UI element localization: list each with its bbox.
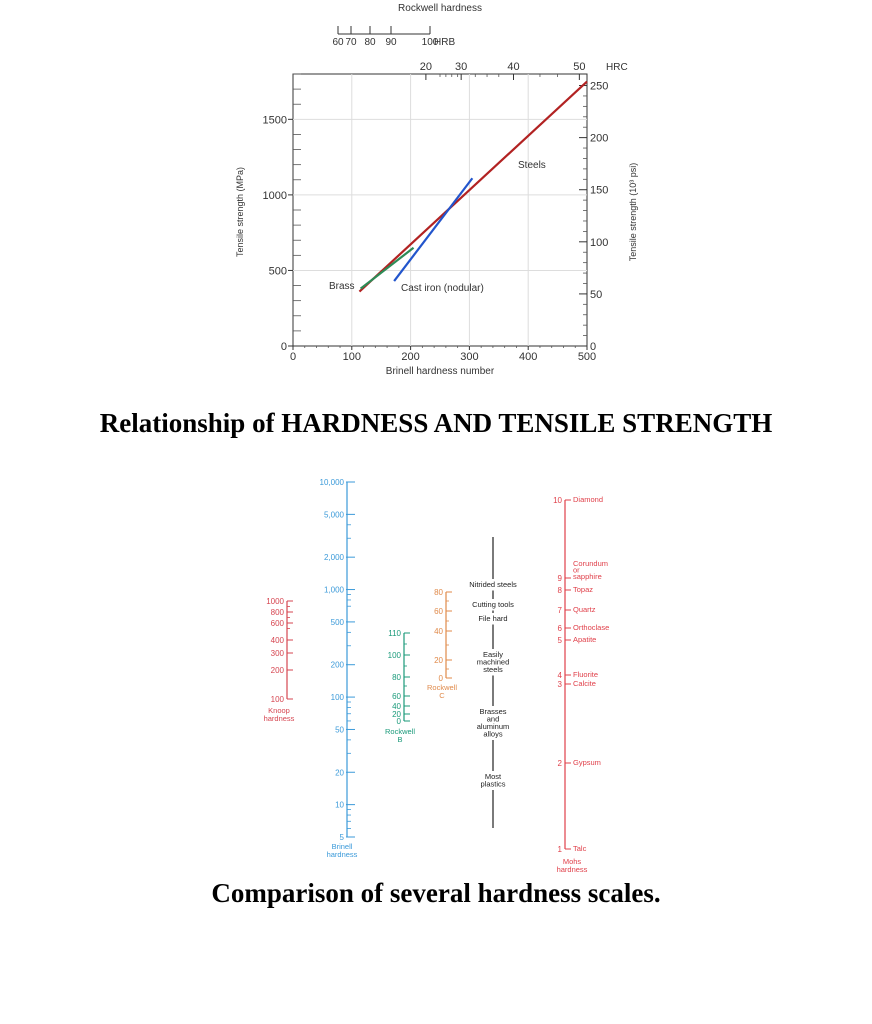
- rockwell-c-tick-label: 60: [434, 607, 443, 616]
- rockwell-b-tick-label: 40: [392, 702, 401, 711]
- knoop-scale-title: Knoop hardness: [263, 706, 295, 723]
- material-label: Cutting tools: [472, 600, 514, 609]
- mohs-tick-label: 4: [557, 671, 562, 680]
- knoop-tick-label: 200: [270, 666, 284, 675]
- right-tick-label: 250: [590, 80, 609, 93]
- material-label: Brasses and aluminum alloys: [476, 707, 510, 739]
- right-tick-label: 200: [590, 132, 609, 145]
- y-axis-title: Tensile strength (MPa): [235, 166, 245, 258]
- brinell-scale-title: Brinell hardness: [326, 842, 358, 859]
- mineral-label: Apatite: [573, 635, 597, 644]
- brinell-tick-label: 2,000: [323, 553, 344, 563]
- brinell-tick-label: 200: [330, 660, 344, 670]
- knoop-tick-label: 600: [270, 619, 284, 628]
- hrc-tick-label: 30: [455, 61, 468, 73]
- mineral-label: Corundum or sapphire: [573, 559, 609, 581]
- label-cast-iron: Cast iron (nodular): [401, 283, 484, 294]
- series-steels-line: [359, 82, 587, 292]
- hrc-tick-label: 20: [419, 61, 433, 73]
- rockwell-b-tick-label: 110: [388, 629, 401, 638]
- y-tick-label: 0: [280, 341, 287, 353]
- mohs-tick-label: 7: [557, 606, 562, 615]
- rockwell-c-tick-label: 20: [434, 656, 443, 665]
- x-tick-label: 100: [342, 351, 361, 363]
- brinell-tick-label: 50: [335, 725, 344, 735]
- hrc-tick-label: 40: [507, 61, 520, 73]
- material-label: Easily machined steels: [476, 650, 510, 674]
- hrb-tick-label: 90: [385, 37, 397, 48]
- knoop-tick-label: 1000: [266, 597, 284, 606]
- right-tick-label: 150: [590, 184, 609, 197]
- rockwell-b-scale-title: Rockwell B: [384, 727, 416, 744]
- right-tick-label: 0: [590, 341, 597, 353]
- chart-title-scales: Comparison of several hardness scales.: [211, 878, 661, 908]
- mineral-label: Calcite: [573, 679, 596, 688]
- mohs-tick-label: 5: [557, 636, 562, 645]
- brinell-tick-label: 10: [335, 800, 344, 810]
- knoop-tick-label: 800: [270, 608, 284, 617]
- mohs-tick-label: 2: [557, 759, 562, 768]
- mineral-label: Gypsum: [573, 758, 601, 767]
- mineral-label: Quartz: [573, 605, 596, 614]
- hrb-tick-label: 70: [345, 37, 357, 48]
- mineral-label: Diamond: [573, 495, 604, 504]
- rockwell-c-tick-label: 80: [434, 588, 443, 597]
- mohs-tick-label: 9: [557, 574, 562, 583]
- knoop-tick-label: 400: [270, 636, 284, 645]
- x-tick-label: 0: [289, 351, 297, 363]
- mohs-tick-label: 8: [557, 586, 562, 595]
- right-tick-label: 100: [590, 236, 609, 249]
- mineral-label: Orthoclase: [573, 623, 610, 632]
- hrb-tick-label: 60: [332, 37, 344, 48]
- x-tick-label: 500: [577, 351, 597, 363]
- plot-frame: [293, 74, 587, 346]
- rockwell-b-tick-label: 60: [392, 692, 401, 701]
- brinell-tick-label: 1,000: [323, 585, 344, 595]
- mineral-label: Fluorite: [573, 670, 599, 679]
- hrb-tick-label: 100: [421, 37, 439, 48]
- rockwell-b-tick-label: 100: [387, 651, 401, 660]
- rockwell-c-tick-label: 0: [438, 674, 443, 683]
- label-brass: Brass: [329, 281, 355, 292]
- series-cast-iron-line: [394, 178, 472, 281]
- knoop-tick-label: 100: [270, 695, 284, 704]
- x-tick-label: 300: [460, 351, 479, 363]
- mineral-label: Talc: [573, 844, 587, 853]
- brinell-tick-label: 20: [335, 768, 344, 778]
- rockwell-b-tick-label: 20: [392, 710, 401, 719]
- hrc-unit-label: HRC: [606, 62, 628, 73]
- right-tick-label: 50: [590, 288, 603, 301]
- hrb-unit-label: HRB: [434, 37, 456, 48]
- label-steels: Steels: [518, 160, 546, 171]
- chart-title-tensile: Relationship of HARDNESS AND TENSILE STRENGTH: [99, 408, 773, 438]
- mohs-tick-label: 3: [557, 680, 562, 689]
- y-right-axis-title: Tensile strength (10³ psi): [628, 162, 638, 262]
- mohs-tick-label: 10: [553, 496, 562, 505]
- mohs-tick-label: 6: [557, 624, 562, 633]
- mohs-scale-title: Mohs hardness: [556, 857, 588, 874]
- brinell-tick-label: 100: [330, 693, 344, 703]
- y-tick-label: 1500: [262, 114, 287, 127]
- rockwell-c-tick-label: 40: [434, 627, 443, 636]
- brinell-tick-label: 500: [330, 617, 344, 627]
- mohs-tick-label: 1: [557, 845, 562, 854]
- x-axis-title: Brinell hardness number: [385, 366, 495, 377]
- x-tick-label: 400: [519, 351, 538, 363]
- mineral-label: Topaz: [573, 585, 594, 594]
- rockwell-axis-title: Rockwell hardness: [398, 3, 482, 14]
- material-label: Most plastics: [480, 772, 506, 789]
- material-label: File hard: [478, 614, 508, 623]
- brinell-tick-label: 5,000: [323, 510, 344, 520]
- knoop-tick-label: 300: [270, 649, 284, 658]
- brinell-tick-label: 5: [339, 833, 344, 842]
- rockwell-c-scale-title: Rockwell C: [426, 683, 458, 700]
- hrb-tick-label: 80: [364, 37, 376, 48]
- rockwell-b-tick-label: 80: [392, 673, 401, 682]
- y-tick-label: 1000: [262, 189, 287, 202]
- x-tick-label: 200: [401, 351, 420, 363]
- rockwell-b-tick-label: 0: [396, 717, 401, 726]
- brinell-tick-label: 10,000: [319, 478, 344, 487]
- hrc-tick-label: 50: [573, 61, 586, 73]
- y-tick-label: 500: [268, 265, 287, 278]
- material-label: Nitrided steels: [469, 580, 517, 589]
